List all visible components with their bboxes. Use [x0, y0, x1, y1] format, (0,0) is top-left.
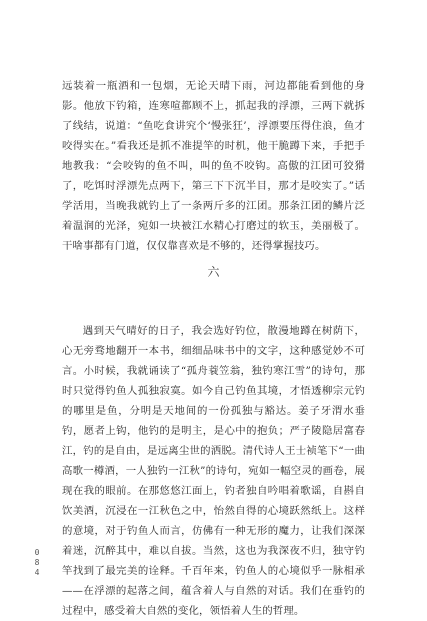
page-number: [32, 548, 42, 578]
paragraph-continued: 远装着一瓶酒和一包烟，无论天晴下雨，河边都能看到他的身影。他放下钓箱，连寒喧都顾不上，抓起我的浮漂，三两下就拆了线结，说道：“鱼吃食讲究个‘慢张狂’，浮漂要压得住浪，鱼才咬得实在。”看我还是抓不准提竿的时机，他干脆蹲下来，手把手地教我：“会咬钩的鱼不叫，叫的鱼不咬钩。高傲的江团可狡猾了，吃饵时浮漂先点两下，第三下下沉半目，那才是咬实了。”话学活用，当晚我就钓上了一条两斤多的江团。那条江团的鳞片泛着温润的光泽，宛如一块被江水精心打磨过的软玉，美丽极了。干啥事都有门道，仅仅靠喜欢是不够的，还得掌握技巧。: [62, 80, 365, 252]
page-number-digit: 8: [34, 558, 40, 567]
section-number: 六: [207, 265, 220, 279]
page-number-digit: 0: [34, 548, 40, 557]
page-number-digit: 4: [34, 568, 40, 577]
paragraph-section-six: 遇到天气晴好的日子，我会选好钓位，散漫地蹲在树荫下，心无旁骛地翻开一本书，细细品味书中的文字，这种感觉妙不可言。小时候，我就诵读了“孤舟蓑笠翁，独钓寒江雪”的诗句，那时只觉得钓鱼人孤独寂寞。如今自己钓鱼其境，才悟透柳宗元钓的哪里是鱼，分明是天地间的一份孤独与豁达。姜子牙渭水垂钓，愿者上钩，他钓的是明主，是心中的抱负；严子陵隐居富春江，钓的是自由，是远离尘世的洒脱。清代诗人王士祯笔下“一曲高歌一樽酒，一人独钓一江秋”的诗句，宛如一幅空灵的画卷，展现在我的眼前。在那悠悠江面上，钓者独自吟唱着歌谣，自斟自饮美酒，沉浸在一江秋色之中，怡然自得的心境跃然纸上。这样的意境，对于钓鱼人而言，仿佛有一种无形的魔力，让我们深深着迷，沉醉其中，难以自拔。当然，这也为我深夜不归，独守钓竿找到了最完美的诠释。千百年来，钓鱼人的心境似乎一脉相承——在浮漂的起落之间，蕴含着人与自然的对话。我们在垂钓的过程中，感受着大自然的变化，领悟着人生的哲理。: [62, 325, 365, 617]
